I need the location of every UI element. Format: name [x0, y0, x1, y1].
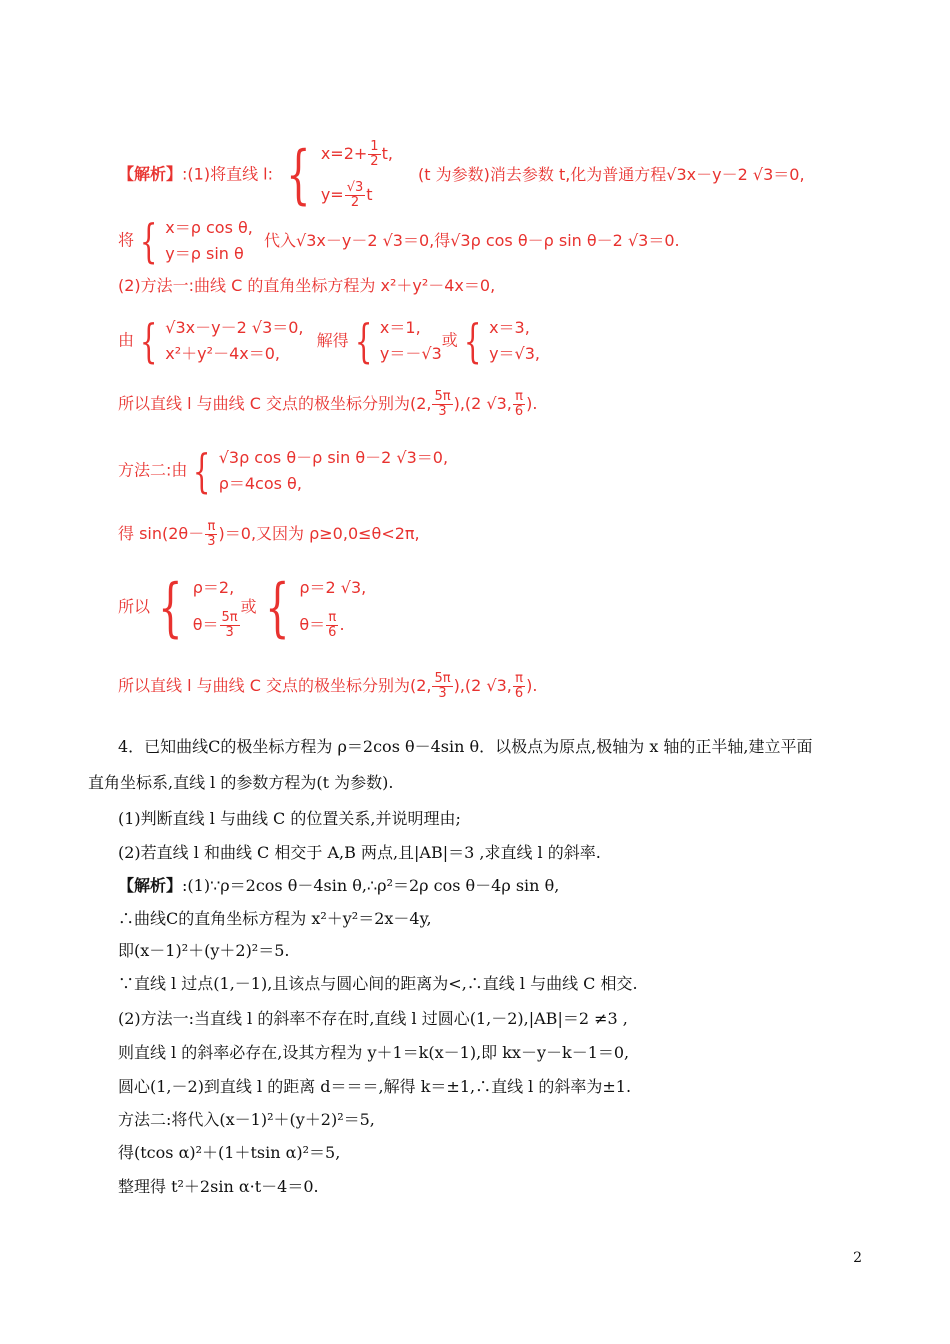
analysis-label: 【解析】: [118, 164, 183, 184]
fraction: $\frac{\pi}{6}$: [514, 389, 524, 419]
solution-line-6: 方法二:由 { √3ρ cos θ－ρ sin θ－2 √3＝0, ρ＝4cos θ,: [118, 444, 449, 498]
problem4-line-10: 则直线 l 的斜率必存在,设其方程为 y＋1＝k(x－1),即 kx－y－k－1＝0,: [118, 1043, 630, 1062]
brace: {: [139, 314, 158, 368]
text: 解得: [316, 330, 349, 350]
solution-system-1: { x＝1, y＝－√3: [354, 314, 442, 368]
problem4-line-3: (1)判断直线 l 与曲线 C 的位置关系,并说明理由;: [118, 809, 461, 828]
brace: {: [158, 570, 183, 645]
page-number: 2: [853, 1250, 862, 1266]
solution-line-8: 所以 { ρ＝2, θ＝ $\frac{5\pi}{3}$ 或 { ρ＝2 √3, θ＝ $\frac{\pi}{6}$ .: [118, 570, 367, 645]
problem4-line-9: (2)方法一:当直线 l 的斜率不存在时,直线 l 过圆心(1,－2),|AB|＝2 ≠3 ,: [118, 1009, 628, 1028]
problem4-line-1: 4．已知曲线C的极坐标方程为 ρ＝2cos θ－4sin θ．以极点为原点,极轴为 x 轴的正半轴,建立平面: [118, 737, 813, 756]
solution-system-2: { x＝3, y＝√3,: [463, 314, 541, 368]
solution-line-9: 所以直线 l 与曲线 C 交点的极坐标分别为(2, $\frac{5\pi}{3}$ ),(2 √3, $\frac{\pi}{6}$ ).: [118, 671, 538, 701]
fraction: $\frac{\pi}{3}$: [207, 519, 216, 549]
problem4-line-12: 方法二:将代入(x－1)²＋(y＋2)²＝5,: [118, 1110, 375, 1129]
solution-line-4: [118, 315, 540, 367]
fraction: $\frac{5\pi}{3}$: [434, 389, 451, 419]
solution-line-3: [118, 276, 495, 296]
problem4-line-2: 直角坐标系,直线 l 的参数方程为(t 为参数).: [88, 773, 394, 792]
analysis-label: 【解析】: [118, 876, 183, 895]
system-row-y: y= $\frac{√3}{2}$ t: [320, 180, 373, 210]
problem4-line-13: 得(tcos α)²＋(1＋tsin α)²＝5,: [118, 1143, 341, 1162]
brace: {: [463, 314, 482, 368]
polar-system: { √3ρ cos θ－ρ sin θ－2 √3＝0, ρ＝4cos θ,: [193, 444, 449, 498]
solution-system-a: { ρ＝2, θ＝ $\frac{5\pi}{3}$: [158, 570, 238, 645]
brace: {: [354, 314, 373, 368]
brace: {: [139, 214, 158, 268]
problem4-line-4: (2)若直线 l 和曲线 C 相交于 A,B 两点,且|AB|＝3 ,求直线 l 的斜率.: [118, 843, 601, 862]
solution-line-5: 所以直线 l 与曲线 C 交点的极坐标分别为(2, $\frac{5\pi}{3}$ ),(2 √3, $\frac{\pi}{6}$ ).: [118, 389, 538, 419]
text: 或: [441, 330, 458, 350]
text: (t 为参数)消去参数 t,化为普通方程√3x－y－2 √3＝0,: [418, 164, 805, 184]
solution-system-b: { ρ＝2 √3, θ＝ $\frac{\pi}{6}$ .: [264, 570, 367, 645]
brace: {: [264, 570, 290, 645]
fraction: $\frac{5\pi}{3}$: [434, 671, 451, 701]
solution-line-1: [118, 140, 805, 210]
text: 将: [118, 230, 135, 250]
param-system: [278, 140, 393, 210]
fraction: $\frac{\pi}{6}$: [514, 671, 524, 701]
text: (2)方法一:曲线 C 的直角坐标方程为 x²＋y²－4x＝0,: [118, 276, 496, 295]
brace: {: [193, 444, 211, 498]
brace: {: [286, 138, 311, 212]
problem4-line-11: 圆心(1,－2)到直线 l 的距离 d＝＝＝,解得 k＝±1,∴直线 l 的斜率为±1.: [118, 1077, 632, 1096]
text: :(1)将直线 l:: [182, 164, 273, 184]
problem4-line-6: ∴曲线C的直角坐标方程为 x²＋y²＝2x－4y,: [118, 909, 432, 928]
text: 由: [118, 330, 135, 350]
equation-system: { √3x－y－2 √3＝0, x²＋y²－4x＝0,: [139, 314, 304, 368]
problem4-line-8: ∵直线 l 过点(1,－1),且该点与圆心间的距离为<,∴直线 l 与曲线 C 相交.: [118, 974, 638, 993]
system-rows: [321, 140, 393, 210]
text: 代入√3x－y－2 √3＝0,得√3ρ cos θ－ρ sin θ－2 √3＝0.: [264, 230, 680, 250]
problem4-line-14: 整理得 t²＋2sin α·t－4＝0.: [118, 1177, 319, 1196]
solution-line-2: [118, 215, 680, 267]
solution-line-7: 得 sin(2θ－ $\frac{\pi}{3}$ )＝0,又因为 ρ≥0,0≤θ<2π,: [118, 519, 420, 549]
problem4-line-7: 即(x－1)²＋(y＋2)²＝5.: [118, 941, 290, 960]
substitution-system: { x＝ρ cos θ, y＝ρ sin θ: [139, 214, 253, 268]
problem4-line-5: 【解析】:(1)∵ρ＝2cos θ－4sin θ,∴ρ²＝2ρ cos θ－4ρ sin θ,: [118, 876, 560, 895]
system-row-x: x=2+ $\frac{1}{2}$ t,: [320, 139, 393, 169]
